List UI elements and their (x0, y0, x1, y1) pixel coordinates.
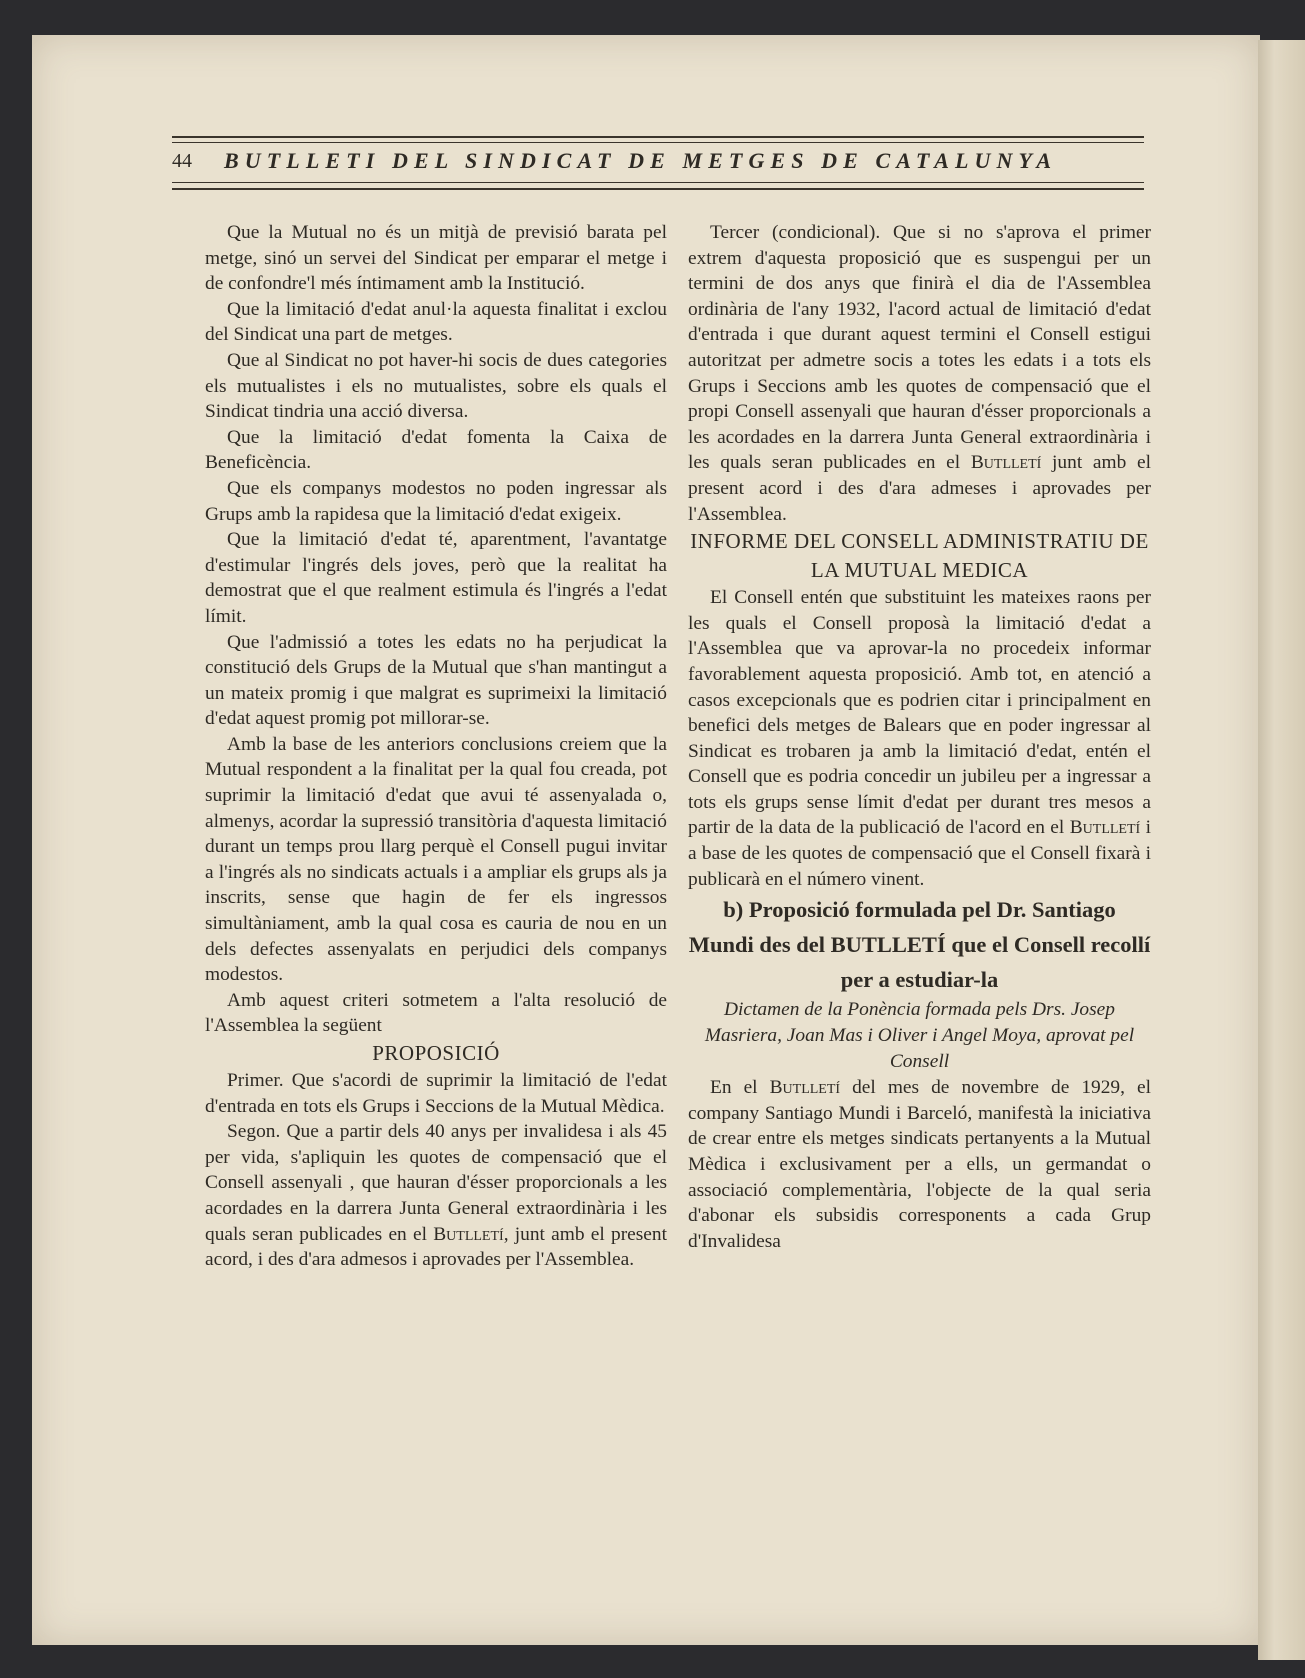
text-run: , junt amb el present acord, i des d'ara admesos i aprovades per l'Assemblea. (205, 1223, 667, 1271)
header-rule-top-thin (172, 142, 1144, 143)
final-paragraph (688, 1075, 1151, 1254)
proposicio-tercer (688, 220, 1151, 527)
paragraph: Que al Sindicat no pot haver-hi socis de dues categories els mutualistes i els no mutualistes, sobre els quals el Sindicat tindria una acció diversa. (205, 349, 667, 423)
text-run: Tercer (condicional). Que si no s'aprova el primer extrem d'aquesta proposició que es suspengui per un termini de dos anys que finirà el dia de l'Assemblea ordinària de l'any 1932, l'acord actual de limitació d'edat d'entrada i que durant aquest termini el Consell estigui autoritzat per admetre socis a totes les edats i a tots els Grups i Seccions amb les quotes de compensació que el propi Consell assenyali que hauran d'ésser proporcionals a les acordades en la darrera Junta General extraordinària i les quals seran publicades en el (688, 222, 1151, 474)
page-number: 44 (172, 150, 192, 172)
informe-paragraph (688, 585, 1151, 892)
dictamen-subtitle: Dictamen de la Ponència formada pels Drs. Josep Masriera, Joan Mas i Oliver i Angel Moya, aprovat pel Consell (704, 999, 1135, 1073)
text-run: del mes de novembre de 1929, el company Santiago Mundi i Barceló, manifestà la iniciativa de crear entre els metges sindicats pertanyents a la Mutual Mèdica i exclusivament per a ells, un germandat o associació complementària, l'objecte de la qual seria d'abonar els subsidis corresponents a cada Grup d'Invalidesa (688, 1077, 1151, 1252)
running-title: BUTLLETI DEL SINDICAT DE METGES DE CATALUNYA (224, 148, 1058, 173)
proposicio-primer: Primer. Que s'acordi de suprimir la limitació de l'edat d'entrada en tots els Grups i Seccions de la Mutual Mèdica. (205, 1070, 667, 1117)
proposicio-segon (205, 1119, 667, 1273)
paragraph: Amb aquest criteri sotmetem a l'alta resolució de l'Assemblea la següent (205, 989, 667, 1037)
paragraph: Que la limitació d'edat fomenta la Caixa de Beneficència. (205, 426, 667, 474)
proposicio-b-heading: b) Proposició formulada pel Dr. Santiago Mundi des del BUTLLETÍ que el Consell recollí per a estudiar-la (688, 897, 1151, 993)
paragraph: Que l'admissió a totes les edats no ha perjudicat la constitució dels Grups de la Mutual que s'han mantingut a un mateix promig i que malgrat es suprimeixi la limitació d'edat aquest promig pot millorar-se. (205, 631, 667, 730)
text-run: El Consell entén que substituint les mateixes raons per les quals el Consell proposà la limitació d'edat a l'Assemblea que va aprovar-la no procedeix informar favorablement aquesta proposició. Amb tot, en atenció a casos excepcionals que es podrien citar i principalment en benefici dels metges de Balears que en poder ingressar al Sindicat es trobaren ja amb la limitació d'edat, entén el Consell que es podria concedir un jubileu per a ingressar a tots els grups sense límit d'edat per durant tres mesos a partir de la data de la publicació de l'acord en el (688, 587, 1151, 839)
text-run: junt amb el present acord i des d'ara admeses i aprovades per l'Assemblea. (688, 452, 1151, 525)
butlleti-smallcaps: Butlletí (433, 1223, 504, 1245)
section-title-informe: INFORME DEL CONSELL ADMINISTRATIU DE LA MUTUAL MEDICA (690, 529, 1149, 583)
running-header (172, 148, 1144, 178)
right-column (688, 220, 1151, 1254)
paragraph: Que la limitació d'edat anul·la aquesta finalitat i exclou del Sindicat una part de metges. (205, 298, 667, 346)
paragraph: Que la Mutual no és un mitjà de previsió barata pel metge, sinó un servei del Sindicat per emparar el metge i de confondre'l més íntimament amb la Institució. (205, 222, 667, 295)
text-run: En el (710, 1077, 770, 1099)
header-rule-top (172, 136, 1144, 138)
paragraph: Que els companys modestos no poden ingressar als Grups amb la rapidesa que la limitació d'edat exigeix. (205, 477, 667, 525)
left-column (205, 220, 667, 1273)
header-rule-bottom (172, 188, 1144, 190)
section-title-proposicio: PROPOSICIÓ (372, 1041, 500, 1065)
butlleti-smallcaps: Butlletí (1069, 817, 1141, 839)
paragraph: Amb la base de les anteriors conclusions creiem que la Mutual respondent a la finalitat per la qual fou creada, pot suprimir la limitació d'edat que avui té assenyalada o, almenys, acordar la supressió transitòria d'aquesta limitació durant un temps prou llarg perquè el Consell pugui invitar a l'ingrés als no sindicats actuals i a ampliar els grups als ja inscrits, sense que hagin de fer els ingressos simultàniament, amb la qual cosa es cauria de nou en un dels defectes assenyalats en perjudici dels companys modestos. (205, 733, 667, 986)
butlleti-smallcaps: Butlletí (769, 1077, 841, 1099)
paragraph: Que la limitació d'edat té, aparentment, l'avantatge d'estimular l'ingrés dels joves, però que la realitat ha demostrat que el que realment estimula és l'ingrés a l'edat límit. (205, 529, 667, 627)
header-rule-bottom-thin (172, 182, 1144, 183)
butlleti-smallcaps: Butlletí (970, 452, 1042, 474)
text-run: i a base de les quotes de compensació que el Consell fixarà i publicarà en el número vinent. (688, 817, 1151, 890)
text-run: Segon. Que a partir dels 40 anys per invalidesa i als 45 per vida, s'apliquin les quotes de compensació que el Consell assenyali , que hauran d'ésser proporcionals a les acordades en la darrera Junta General extraordinària i les quals seran publicades en el (205, 1121, 667, 1245)
page-edge (1258, 40, 1305, 1660)
